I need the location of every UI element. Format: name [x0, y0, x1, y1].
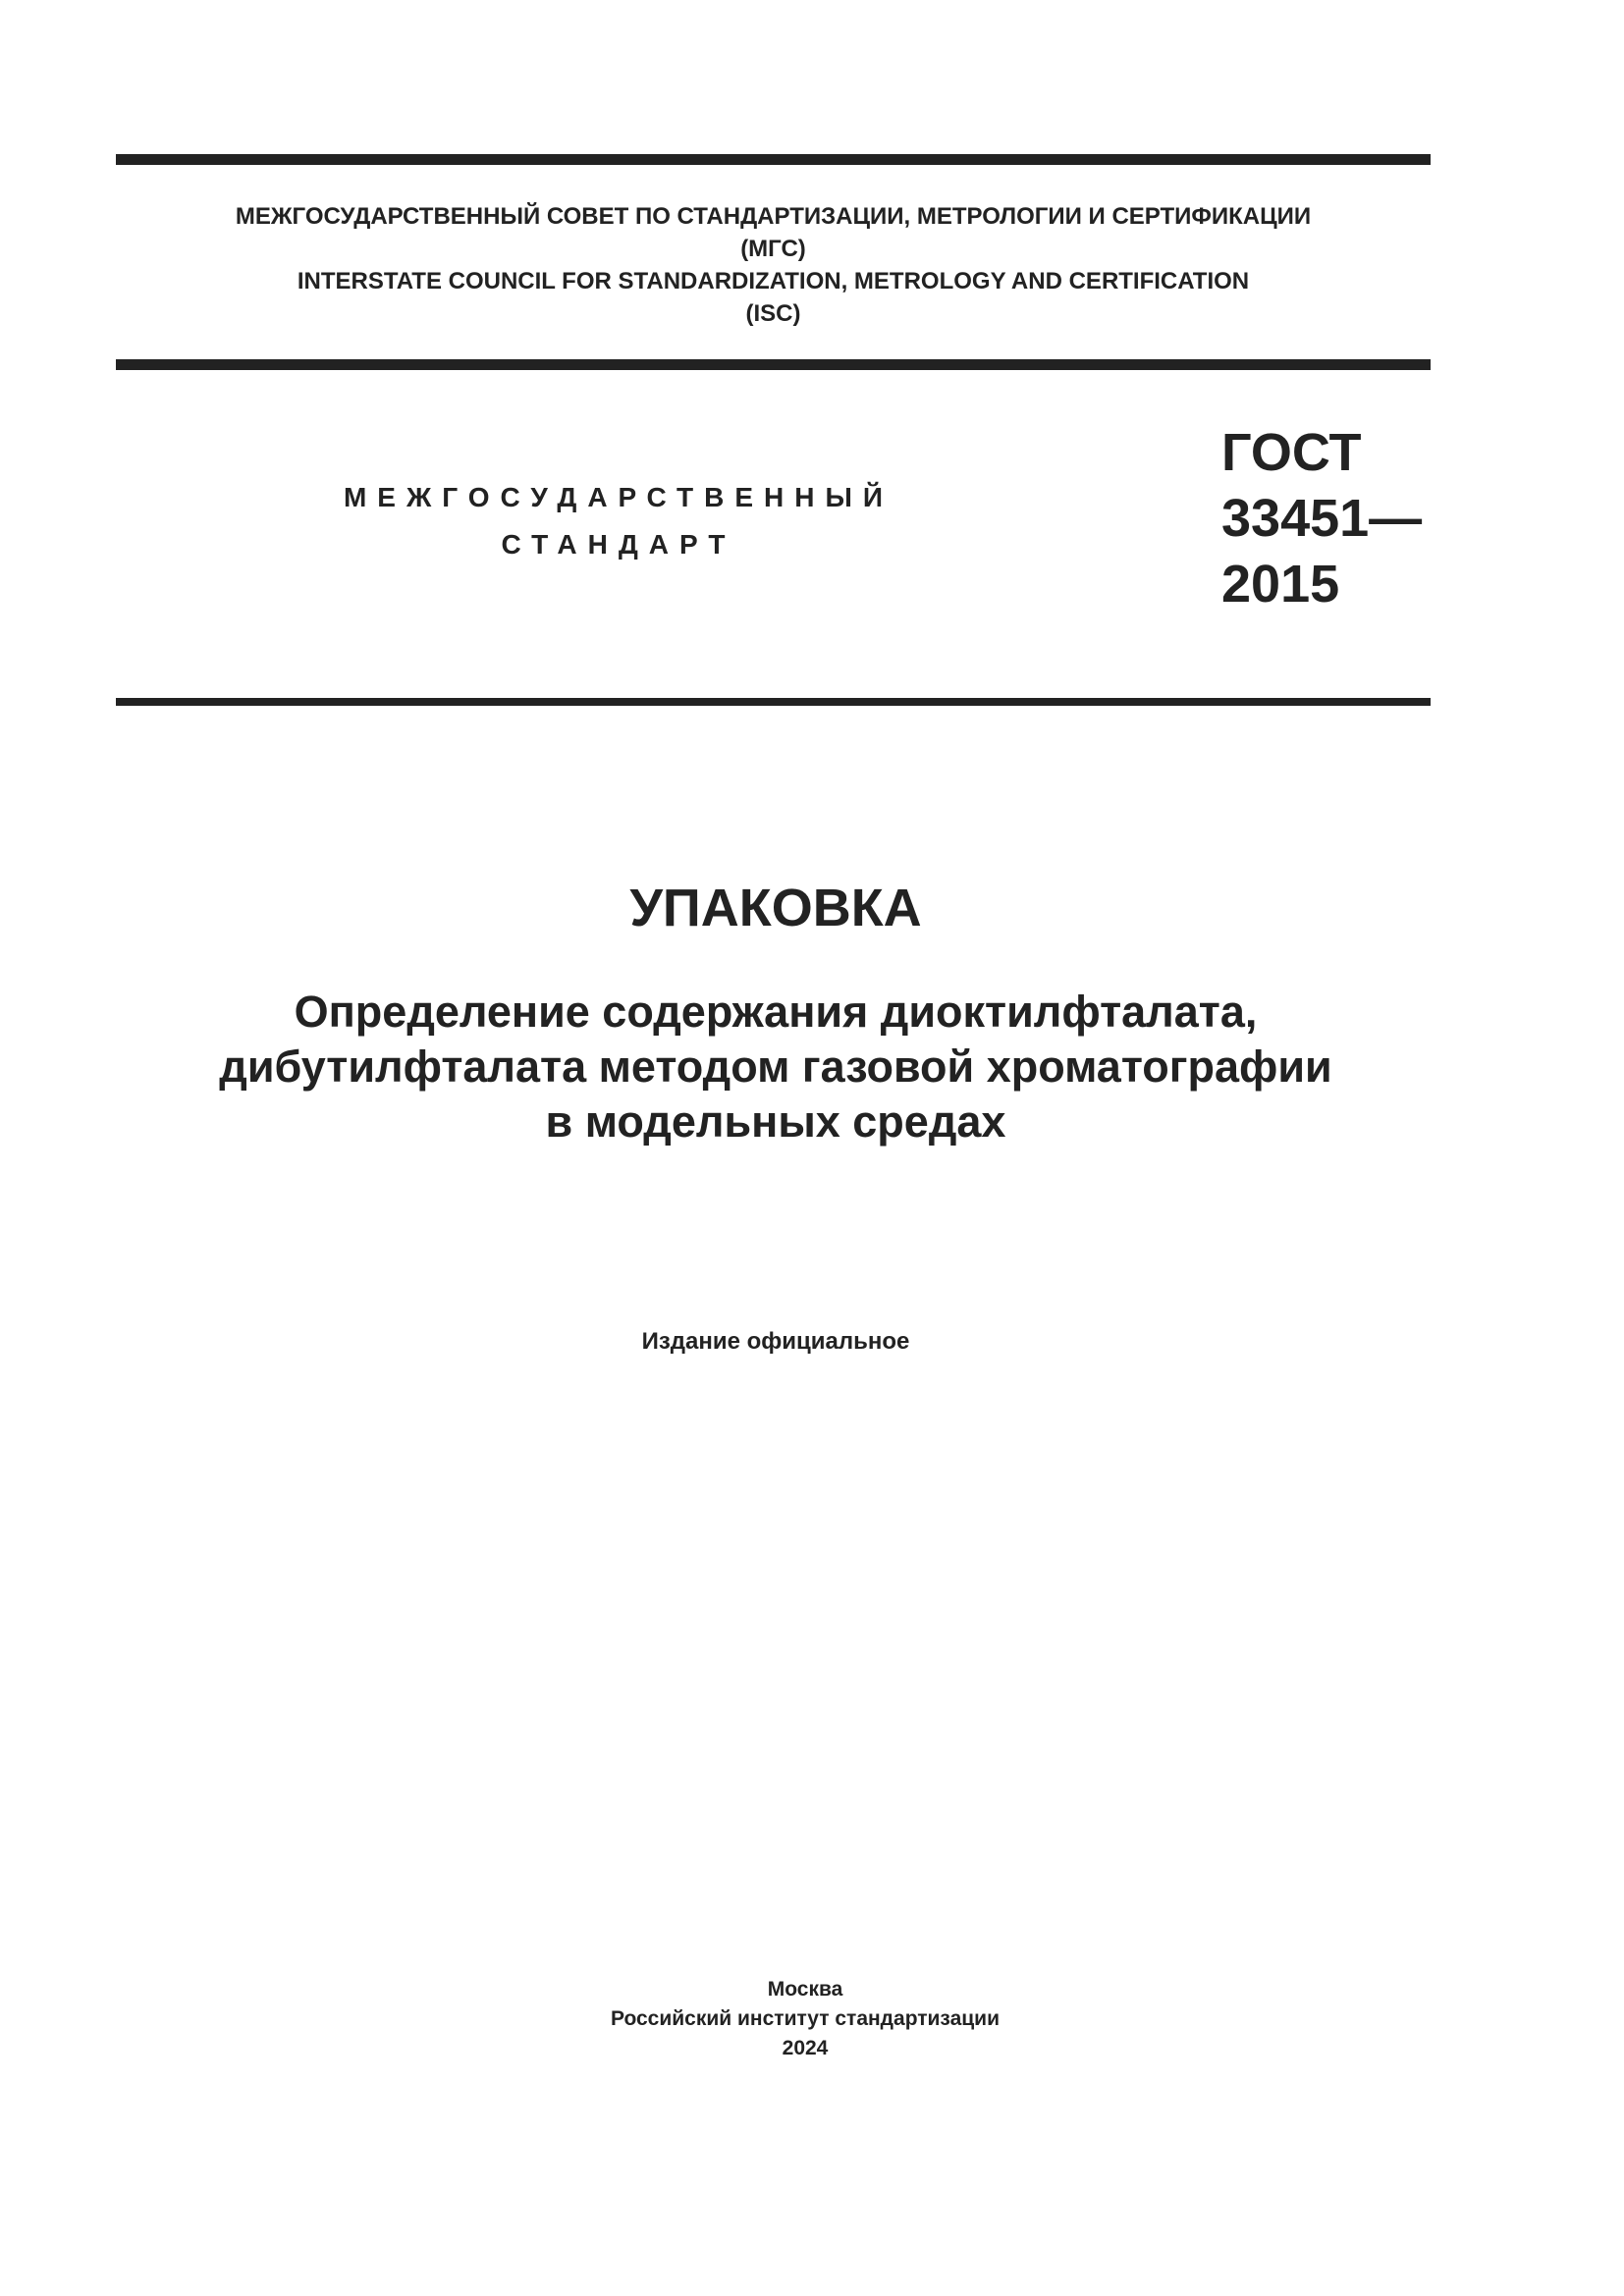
document-title: УПАКОВКА [629, 879, 922, 937]
designation-year: 2015 [1221, 555, 1340, 614]
designation-number: 33451— [1221, 489, 1423, 548]
standard-type-label [295, 474, 943, 568]
council-header [116, 200, 1431, 330]
header-rule [116, 359, 1431, 370]
subtitle-line: Определение содержания диоктилфталата, [294, 987, 1258, 1037]
council-name-en: INTERSTATE COUNCIL FOR STANDARDIZATION, METROLOGY AND CERTIFICATION [297, 268, 1250, 294]
subtitle-line: в модельных средах [545, 1096, 1006, 1147]
standard-type-line1: МЕЖГОСУДАРСТВЕННЫЙ [343, 482, 894, 512]
edition-note: Издание официальное [641, 1328, 910, 1355]
council-abbr-ru: (МГС) [740, 236, 806, 262]
imprint [0, 1975, 1610, 2063]
designation-prefix: ГОСТ [1221, 423, 1362, 482]
council-name-ru: МЕЖГОСУДАРСТВЕННЫЙ СОВЕТ ПО СТАНДАРТИЗАЦИИ, МЕТРОЛОГИИ И СЕРТИФИКАЦИИ [235, 203, 1312, 230]
imprint-publisher: Российский институт стандартизации [610, 2007, 1001, 2030]
standard-type-line2: СТАНДАРТ [501, 529, 736, 560]
standard-designation [1221, 420, 1422, 617]
designation-rule [116, 698, 1431, 706]
top-rule [116, 154, 1431, 165]
imprint-year: 2024 [782, 2037, 829, 2059]
document-subtitle [0, 985, 1551, 1149]
council-abbr-en: (ISC) [745, 300, 801, 327]
imprint-city: Москва [767, 1978, 843, 2001]
subtitle-line: дибутилфталата методом газовой хроматографии [219, 1041, 1332, 1092]
